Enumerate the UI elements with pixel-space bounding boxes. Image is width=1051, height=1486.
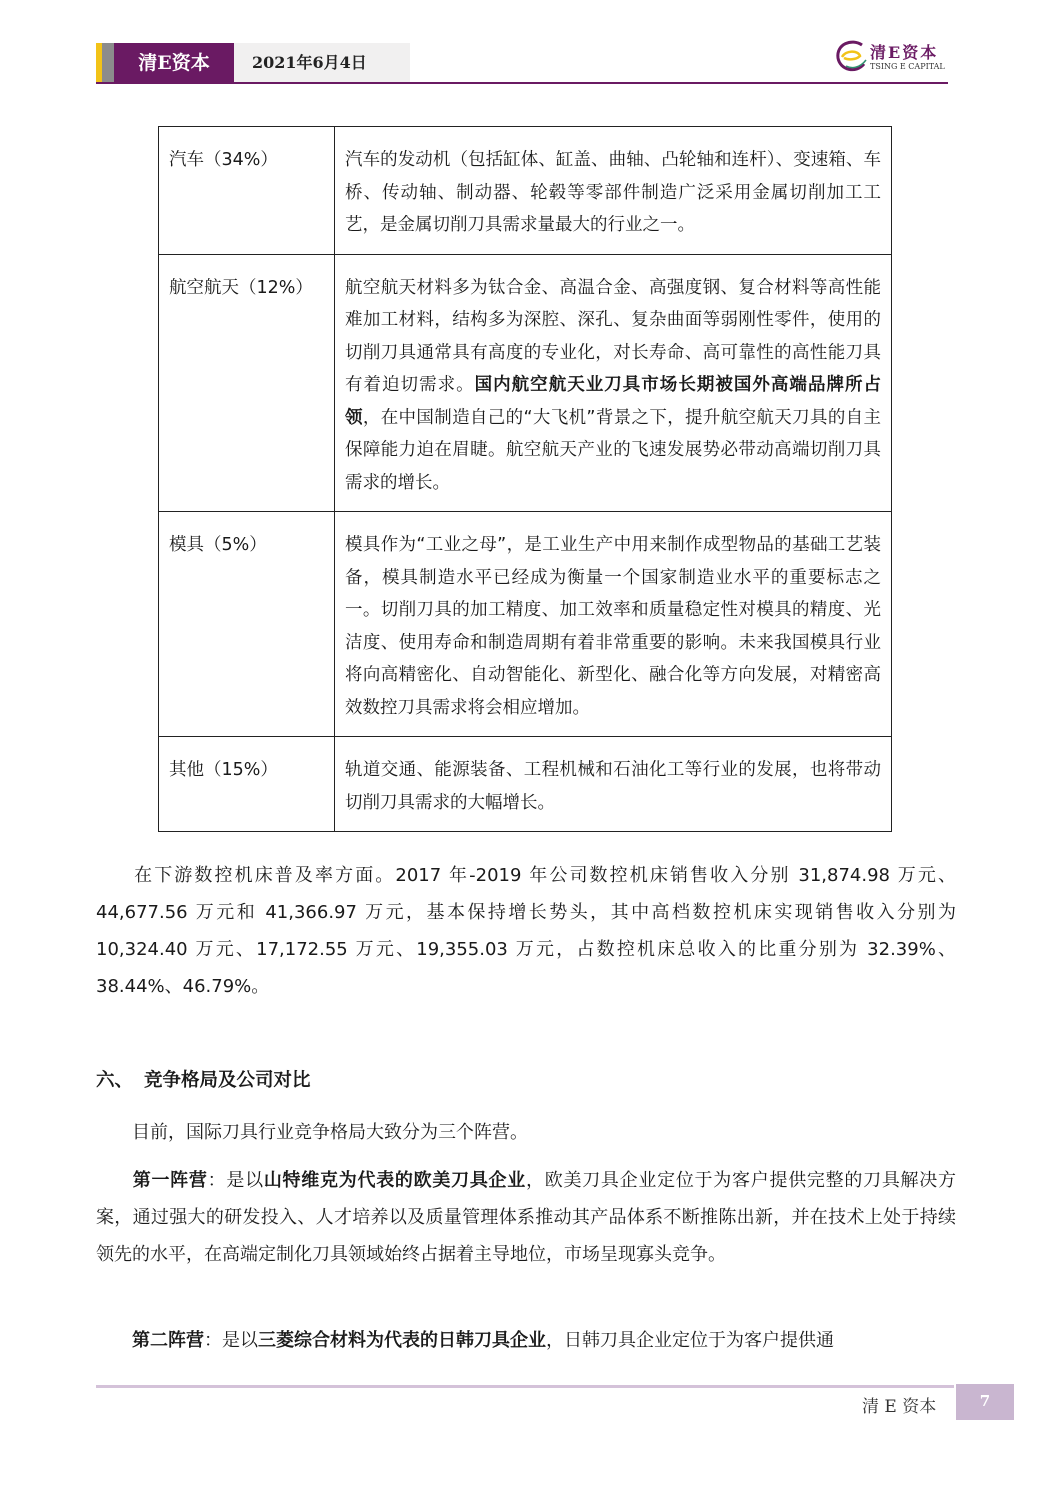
section-number: 六、 [96, 1070, 134, 1091]
table-row [159, 737, 892, 832]
paragraph-intro [96, 1114, 956, 1151]
first-camp-text-2: ，欧美刀具企业定位于为客户提供完整的刀具解决方案，通过强大的研发投入、人才培养以及质量管理体系推动其产品体系不断推陈出新，并在技术上处于持续领先的水平，在高端定制化刀具领域始终占据着主导地位，市场呈现寡头竞争。 [96, 1170, 957, 1265]
first-camp-label: 第一阵营 [132, 1170, 208, 1191]
second-camp-label: 第二阵营 [132, 1330, 204, 1351]
section-heading [96, 1066, 311, 1092]
description-cell [335, 254, 892, 512]
header-date: 2021年6月4日 [234, 43, 410, 83]
page-number: 7 [956, 1384, 1014, 1420]
header-brand: 清E资本 [114, 43, 234, 83]
brand-logo [832, 36, 952, 78]
industry-cell: 航空航天（12%） [159, 254, 335, 512]
paragraph-second-camp [96, 1322, 956, 1359]
first-camp-highlight: 山特维克为代表的欧美刀具企业 [263, 1170, 527, 1191]
footer-brand: 清 E 资本 [862, 1397, 937, 1417]
description-cell [335, 737, 892, 832]
second-camp-text-2: ，日韩刀具企业定位于为客户提供通 [546, 1330, 834, 1351]
description-cell [335, 512, 892, 737]
logo-swirl-icon [832, 36, 872, 78]
industry-cell: 汽车（34%） [159, 127, 335, 255]
second-camp-highlight: 三菱综合材料为代表的日韩刀具企业 [258, 1330, 546, 1351]
paragraph-first-camp [96, 1162, 956, 1273]
description-cell [335, 127, 892, 255]
footer-divider [96, 1385, 954, 1388]
description-text: 轨道交通、能源装备、工程机械和石油化工等行业的发展，也将带动切削刀具需求的大幅增长。 [345, 760, 881, 813]
description-text: ，在中国制造自己的“大飞机”背景之下，提升航空航天刀具的自主保障能力迫在眉睫。航空航天产业的飞速发展势必带动高端切削刀具需求的增长。 [345, 407, 882, 493]
header-accent-bar-gray [102, 43, 114, 83]
description-highlight: 国内航空航天业刀具市场长期被国外高端品牌所占领 [345, 375, 881, 428]
table-row [159, 127, 892, 255]
industry-cell: 模具（5%） [159, 512, 335, 737]
description-text: 汽车的发动机（包括缸体、缸盖、曲轴、凸轮轴和连杆）、变速箱、车桥、传动轴、制动器、轮毂等零部件制造广泛采用金属切削加工工艺，是金属切削刀具需求量最大的行业之一。 [345, 150, 881, 235]
industry-cell: 其他（15%） [159, 737, 335, 832]
description-text: 航空航天材料多为钛合金、高温合金、高强度钢、复合材料等高性能难加工材料，结构多为深腔、深孔、复杂曲面等弱刚性零件，使用的切削刀具通常具有高度的专业化，对长寿命、高可靠性的高性能刀具有着迫切需求。 [345, 277, 881, 395]
paragraph-intro-text: 目前，国际刀具行业竞争格局大致分为三个阵营。 [132, 1122, 528, 1143]
paragraph-cnc-penetration [96, 857, 956, 1005]
section-title: 竞争格局及公司对比 [144, 1070, 311, 1091]
second-camp-text-1: ：是以 [204, 1330, 258, 1351]
logo-text-cn: 清E资本 [870, 43, 939, 62]
paragraph-cnc-text: 在下游数控机床普及率方面。2017 年-2019 年公司数控机床销售收入分别 31,874.98 万元、44,677.56 万元和 41,366.97 万元，基本保持增长势头，其中高档数控机床实现销售收入分别为 10,324.40 万元、17,172.55 万元、19,355.03 万元，占数控机床总收入的比重分别为 32.39%、38.44%、46.79%。 [96, 865, 956, 997]
header-divider [96, 82, 948, 84]
industry-demand-table [158, 126, 892, 832]
first-camp-text-1: ：是以 [207, 1170, 264, 1191]
logo-text-en: TSING E CAPITAL [870, 62, 945, 71]
description-text: 模具作为“工业之母”，是工业生产中用来制作成型物品的基础工艺装备，模具制造水平已经成为衡量一个国家制造业水平的重要标志之一。切削刀具的加工精度、加工效率和质量稳定性对模具的精度、光洁度、使用寿命和制造周期有着非常重要的影响。未来我国模具行业将向高精密化、自动智能化、新型化、融合化等方向发展，对精密高效数控刀具需求将会相应增加。 [345, 535, 881, 718]
table-row [159, 254, 892, 512]
table-row [159, 512, 892, 737]
